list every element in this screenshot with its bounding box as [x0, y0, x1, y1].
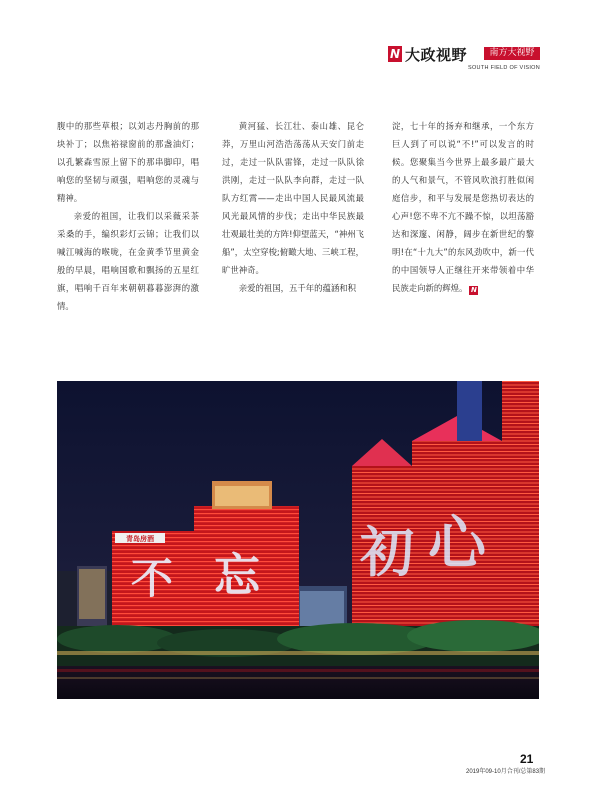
- magazine-logo: N: [389, 47, 401, 61]
- paragraph-text: 淀，七十年的扬弃和继承，一个东方巨人到了可以说“不!”可以发言的时候。您聚集当今世界上最多最广最大的人气和景气，不管风吹浪打胜似闲庭信步，和平与发展是您热切表达的心声!您不卑不亢不躁不惊，以坦荡豁达和深邃、闲静，阔步在新世纪的黎明!在“十九大”的东风劲吹中，新一代的中国领导人正继往开来带领着中华民族走向新的辉煌。: [392, 121, 534, 293]
- text-column-3: [392, 117, 534, 297]
- led-char: 心: [427, 509, 487, 577]
- paragraph: 亲爱的祖国，让我们以采薇采茶采桑的手，编织彩灯云锦；让我们以喊江喊海的喉咙，在金黄季节里黄金般的早晨，唱响国歌和飘扬的五星红旗，唱响千百年来朝朝暮暮澎湃的激情。: [57, 211, 199, 311]
- paragraph-last: [392, 117, 534, 297]
- section-subtitle: SOUTH FIELD OF VISION: [468, 65, 541, 71]
- text-column-1: [57, 117, 199, 315]
- tower-3: [502, 381, 539, 641]
- paragraph: 亲爱的祖国，五千年的蕴涵和积: [238, 283, 357, 293]
- text-column-2: [222, 117, 364, 297]
- masthead: [388, 44, 543, 78]
- issue-info: 2019年09-10月合刊/总第83期: [466, 769, 546, 775]
- night-city-photo: [57, 381, 539, 699]
- end-mark-icon: N: [470, 286, 477, 294]
- led-char: 不: [130, 554, 174, 603]
- page-number: 21: [520, 752, 534, 766]
- brand-badge: 南方大视野: [484, 47, 540, 60]
- section-title: 大政视野: [405, 46, 468, 64]
- led-char: 忘: [214, 548, 260, 602]
- led-char: 初: [360, 521, 414, 584]
- paragraph: 腹中的那些草根；以刘志丹胸前的那块补丁；以焦裕禄窗前的那盏油灯；以孔繁森雪原上留下的那串脚印，唱响您的坚韧与顽强，唱响您的灵魂与精神。: [57, 121, 199, 203]
- paragraph: 黄河猛、长江壮、泰山雄、昆仑莽，万里山河浩浩荡荡从天安门前走过，走过一队队雷锋，走过一队队徐洪刚，走过一队队李向群，走过一队队方红霄——走出中国人民最风流最风光最风情的步伐；走出中华民族最壮观最壮美的方阵!仰望蓝天，“神州飞船”，太空穿梭;俯瞰大地、三峡工程，旷世神奇。: [222, 121, 364, 275]
- hotel-sign: 青岛房酒: [126, 535, 154, 543]
